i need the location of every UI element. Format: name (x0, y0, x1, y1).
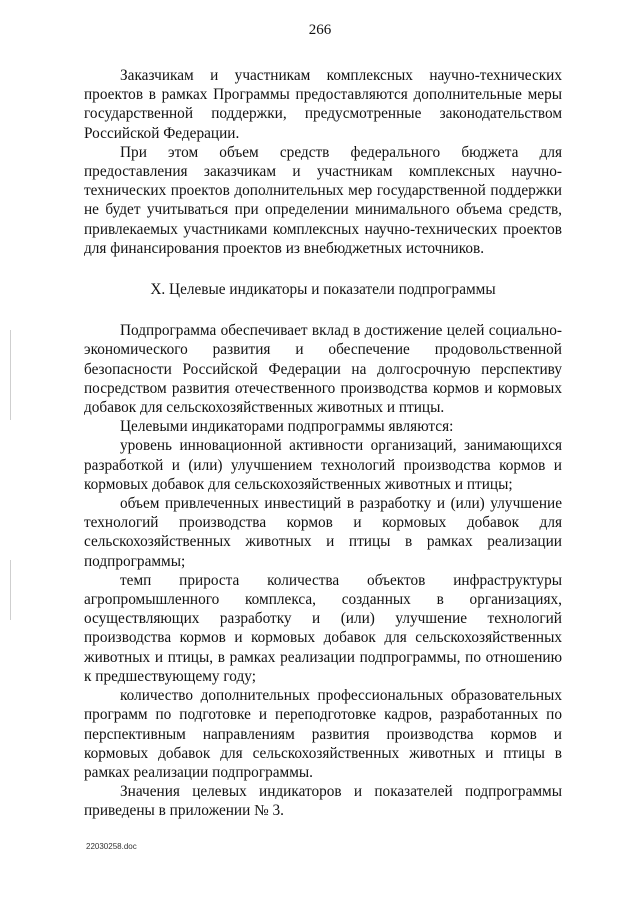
page-number: 266 (308, 22, 332, 38)
list-item: темп прироста количества объектов инфраструктуры агропромышленного комплекса, созданных в организациях, осуществляющих разработку и (или) улучшение технологий производства кормов и кормовых добавок для сельскохозяйственных животных и птицы, в рамках реализации подпрограммы, по отношению к предшествующему году; (84, 571, 562, 685)
margin-scan-line (10, 560, 11, 620)
list-item: уровень инновационной активности организаций, занимающихся разработкой и (или) улучшением технологий производства кормов и кормовых добавок для сельскохозяйственных животных и птицы; (84, 437, 562, 493)
list-item: объем привлеченных инвестиций в разработку и (или) улучшение технологий производства кормов и кормовых добавок для сельскохозяйственных животных и птицы в рамках реализации подпрограммы; (84, 495, 562, 570)
paragraph: Значения целевых индикаторов и показателей подпрограммы приведены в приложении № 3. (84, 783, 562, 820)
document-body (84, 66, 562, 821)
paragraph: При этом объем средств федерального бюджета для предоставления заказчикам и участникам комплексных научно-технических проектов дополнительных мер государственной поддержки не будет учитываться при определении минимального объема средств, привлекаемых участниками комплексных научно-технических проектов для финансирования проектов из внебюджетных источников. (84, 143, 562, 257)
paragraph: Целевыми индикаторами подпрограммы являются: (120, 418, 454, 436)
footer-file-code: 22030258.doc (86, 842, 137, 851)
list-item: количество дополнительных профессиональных образовательных программ по подготовке и переподготовке кадров, разработанных по перспективным направлениям развития производства кормов и кормовых добавок для сельскохозяйственных животных и птицы в рамках реализации подпрограммы. (84, 687, 562, 781)
paragraph: Подпрограмма обеспечивает вклад в достижение целей социально-экономического развития и обеспечение продовольственной безопасности Российской Федерации на долгосрочную перспективу посредством развития отечественного производства кормов и кормовых добавок для сельскохозяйственных животных и птицы. (84, 322, 562, 417)
section-heading: X. Целевые индикаторы и показатели подпрограммы (150, 281, 496, 299)
paragraph: Заказчикам и участникам комплексных научно-технических проектов в рамках Программы предоставляются дополнительные меры государственной поддержки, предусмотренные законодательством Российской Федерации. (84, 67, 562, 142)
margin-scan-line (10, 330, 11, 420)
